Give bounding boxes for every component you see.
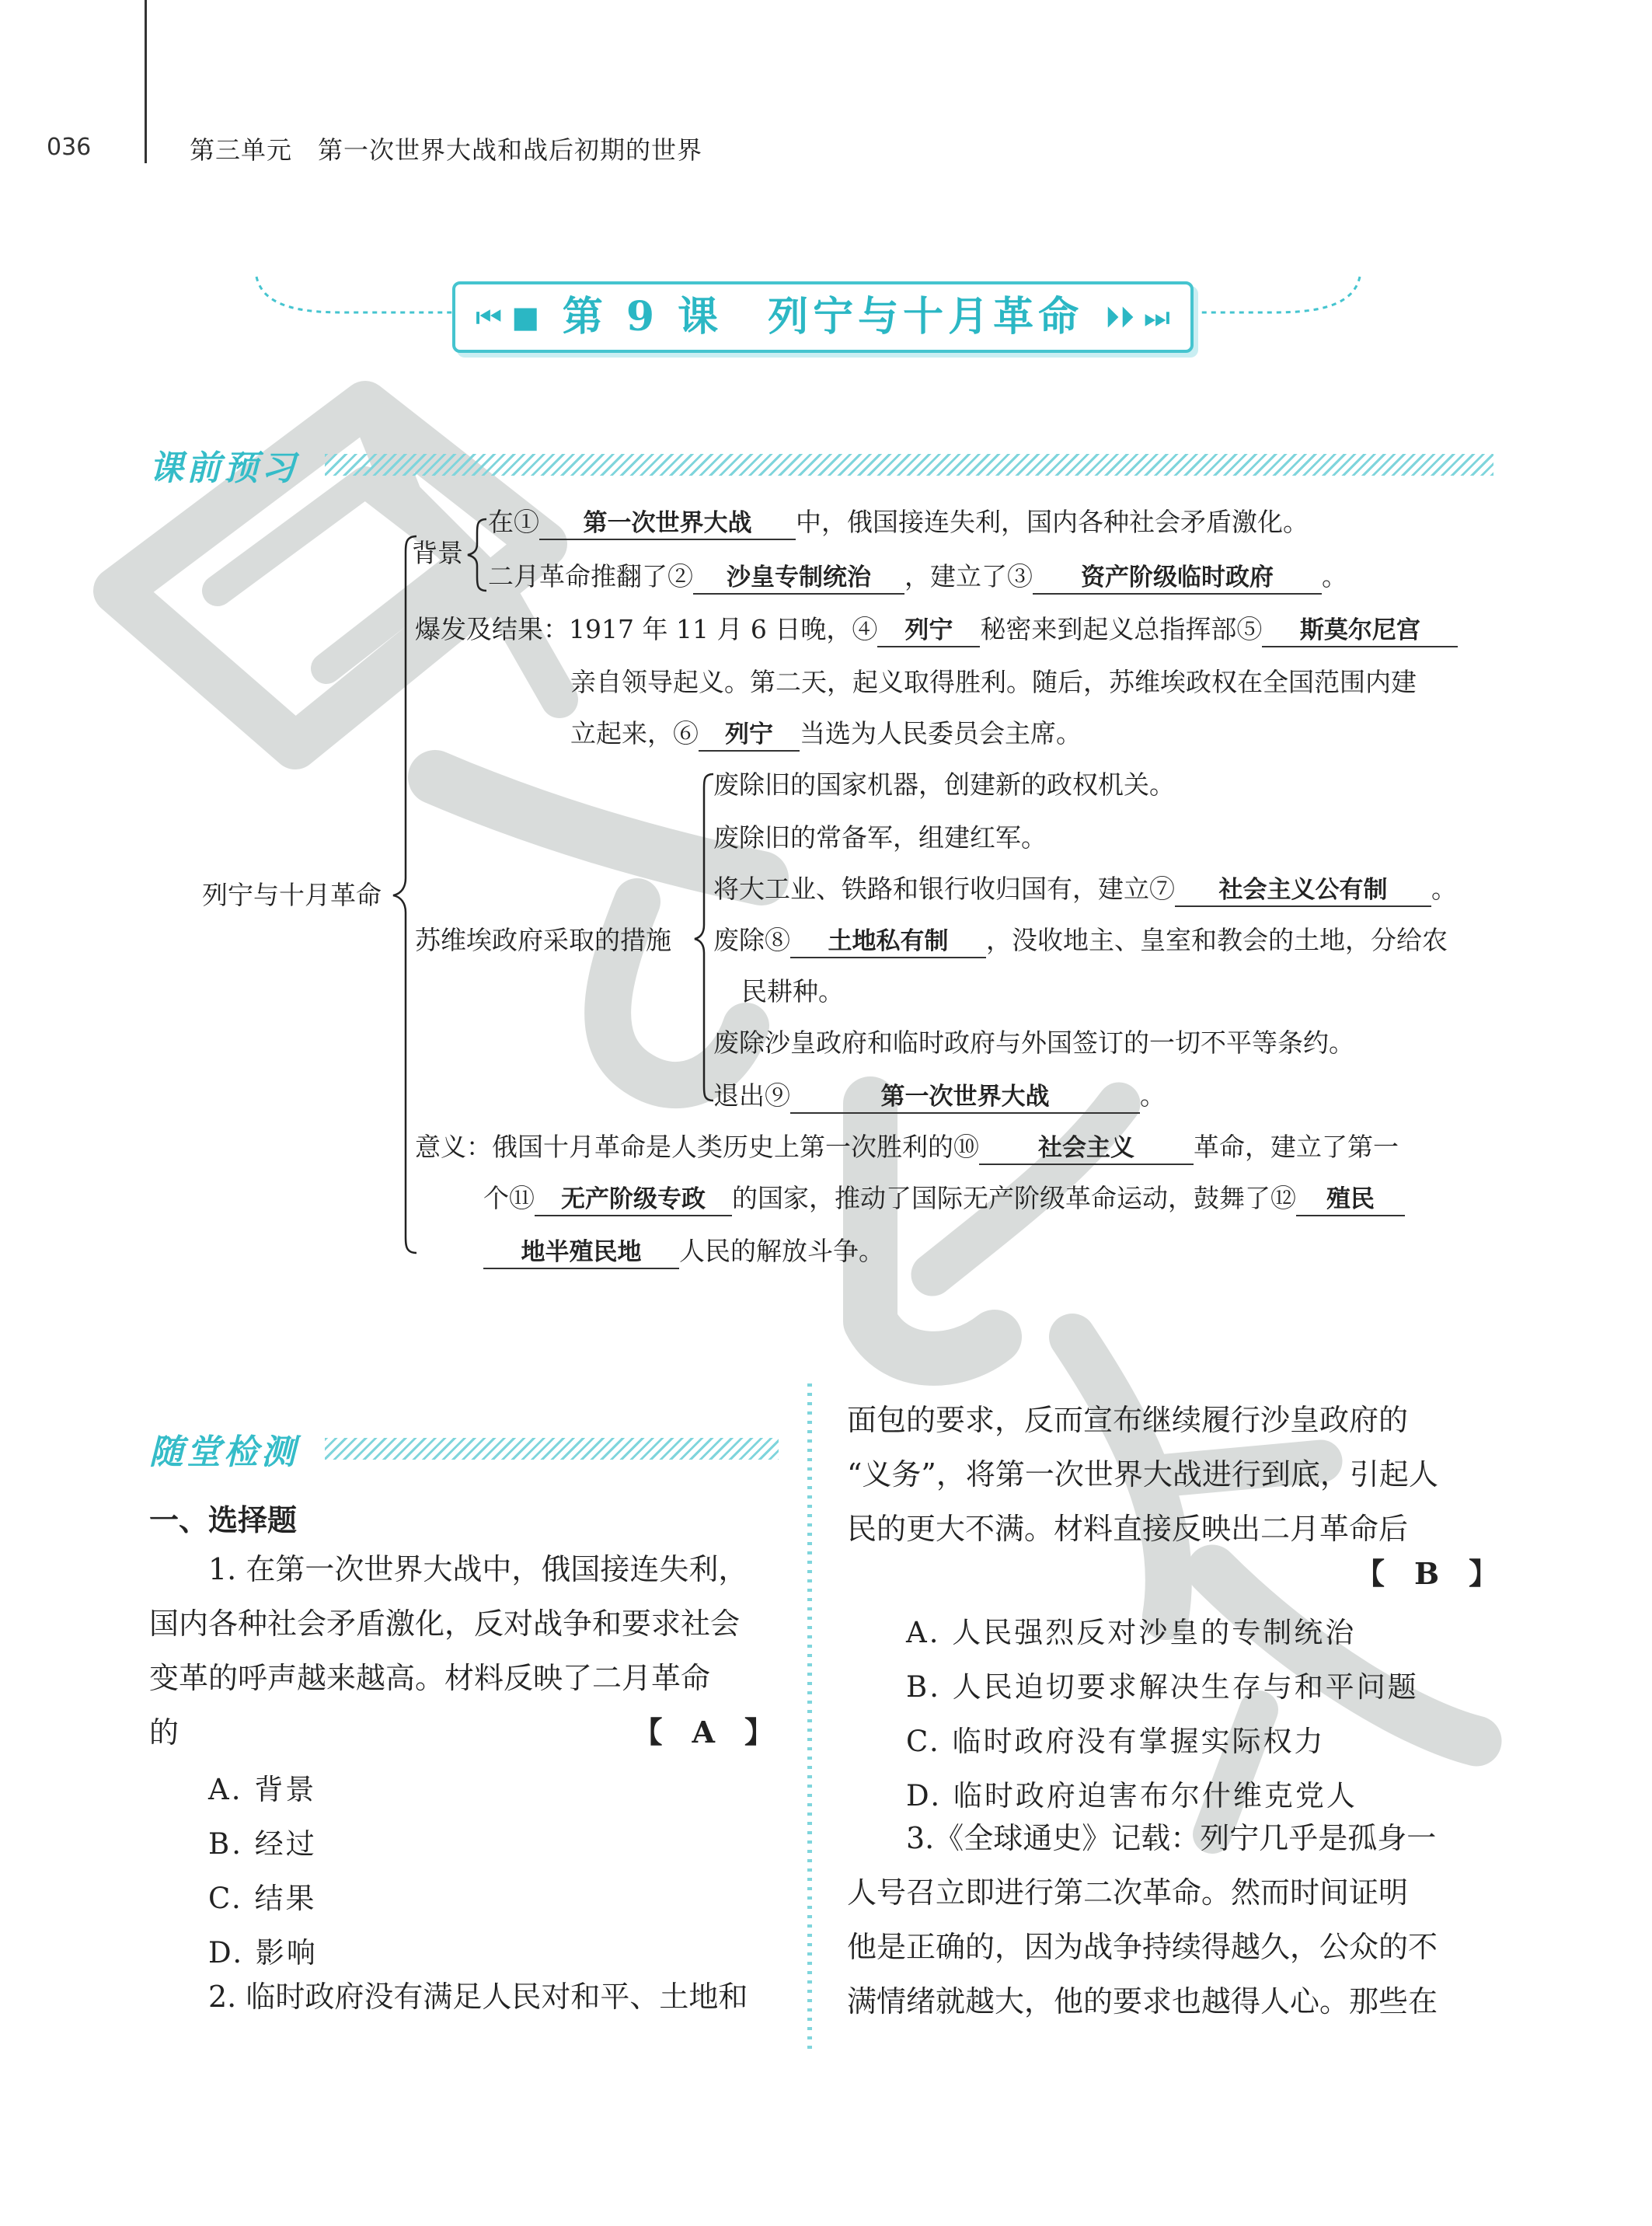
measure-item-2: 废除旧的常备军，组建红军。 bbox=[713, 822, 1047, 853]
skip-back-icon: ⏮ ■ bbox=[476, 300, 540, 334]
q2-option-c[interactable]: C. 临时政府没有掌握实际权力 bbox=[906, 1725, 1326, 1758]
mindmap-root: 列宁与十月革命 bbox=[202, 880, 382, 910]
q3-line-2: 人号召立即进行第二次革命。然而时间证明 bbox=[847, 1875, 1409, 1910]
q2-stem-continued bbox=[847, 1393, 1492, 1556]
q1-answer: 【 A 】 bbox=[633, 1715, 774, 1750]
blank-3: 资产阶级临时政府 bbox=[1033, 562, 1322, 595]
outbreak-line-2: 亲自领导起义。第二天，起义取得胜利。随后，苏维埃政权在全国范围内建 bbox=[570, 667, 1417, 697]
q1-line-3: 变革的呼声越来越高。材料反映了二月革命 bbox=[149, 1661, 711, 1695]
q1-line-4: 的 【 A 】 bbox=[149, 1705, 786, 1760]
q1-option-d[interactable]: D. 影响 bbox=[208, 1936, 318, 1970]
q2-option-a[interactable]: A. 人民强烈反对沙皇的专制统治 bbox=[906, 1616, 1357, 1649]
blank-6: 列宁 bbox=[699, 719, 800, 752]
blank-12b: 地半殖民地 bbox=[483, 1237, 679, 1269]
page-number: 036 bbox=[47, 134, 92, 161]
significance-line-2: 个⑪ 无产阶级专政 的国家，推动了国际无产阶级革命运动，鼓舞了⑫ 殖民 bbox=[483, 1183, 1405, 1216]
significance-line-1: 意义：俄国十月革命是人类历史上第一次胜利的⑩ 社会主义 革命，建立了第一 bbox=[415, 1132, 1399, 1165]
q2-option-b[interactable]: B. 人民迫切要求解决生存与和平问题 bbox=[906, 1670, 1419, 1704]
preview-section-title: 课前预习 bbox=[149, 448, 298, 488]
q3-line-4: 满情绪就越大，他的要求也越得人心。那些在 bbox=[847, 1984, 1438, 2018]
unit-title: 第三单元 第一次世界大战和战后初期的世界 bbox=[190, 135, 703, 165]
choice-part-title: 一、选择题 bbox=[149, 1502, 298, 1537]
q3-stem bbox=[847, 1811, 1492, 2029]
blank-7: 社会主义公有制 bbox=[1175, 874, 1431, 907]
measure-item-4: 废除⑧ 土地私有制 ，没收地主、皇室和教会的土地，分给农 bbox=[713, 925, 1448, 958]
measure-item-3: 将大工业、铁路和银行收归国有，建立⑦ 社会主义公有制 。 bbox=[713, 874, 1457, 907]
q1-option-b[interactable]: B. 经过 bbox=[208, 1827, 317, 1861]
background-line-1: 在① 第一次世界大战 中，俄国接连失利，国内各种社会矛盾激化。 bbox=[488, 507, 1309, 540]
q1-line-1: 1. 在第一次世界大战中，俄国接连失利， bbox=[208, 1552, 748, 1586]
measure-item-6: 退出⑨ 第一次世界大战 。 bbox=[713, 1080, 1166, 1114]
q1-option-c[interactable]: C. 结果 bbox=[208, 1882, 317, 1915]
blank-10: 社会主义 bbox=[979, 1132, 1194, 1165]
blank-12a: 殖民 bbox=[1296, 1184, 1405, 1216]
background-line-2: 二月革命推翻了② 沙皇专制统治 ，建立了③ 资产阶级临时政府 。 bbox=[488, 561, 1347, 595]
q2-answer: 【 B 】 bbox=[1355, 1556, 1499, 1591]
q2-option-d[interactable]: D. 临时政府迫害布尔什维克党人 bbox=[906, 1779, 1357, 1813]
measures-label: 苏维埃政府采取的措施 bbox=[415, 925, 671, 955]
blank-11: 无产阶级专政 bbox=[535, 1184, 732, 1216]
blank-8: 土地私有制 bbox=[790, 926, 986, 958]
measure-item-5: 废除沙皇政府和临时政府与外国签订的一切不平等条约。 bbox=[713, 1028, 1354, 1058]
outbreak-label: 爆发及结果： bbox=[415, 614, 569, 644]
blank-5: 斯莫尔尼宫 bbox=[1262, 615, 1458, 647]
q1-line-2: 国内各种社会矛盾激化，反对战争和要求社会 bbox=[149, 1607, 741, 1641]
blank-4: 列宁 bbox=[877, 615, 980, 647]
blank-9: 第一次世界大战 bbox=[790, 1081, 1140, 1114]
column-divider bbox=[800, 1383, 819, 2052]
q2-line-4: 民的更大不满。材料直接反映出二月革命后 bbox=[847, 1512, 1409, 1546]
outbreak-line-1: 爆发及结果：1917 年 11 月 6 日晚，④ 列宁 秘密来到起义总指挥部⑤ 斯莫尔尼宫 bbox=[415, 614, 1458, 647]
q2-line-1: 2. 临时政府没有满足人民对和平、土地和 bbox=[208, 1980, 748, 2014]
q2-line-2: 面包的要求，反而宣布继续履行沙皇政府的 bbox=[847, 1403, 1409, 1437]
quiz-section-rule bbox=[325, 1438, 779, 1460]
lesson-title: 第 9 课 列宁与十月革命 bbox=[562, 293, 1084, 340]
measure-item-1: 废除旧的国家机器，创建新的政权机关。 bbox=[713, 769, 1175, 800]
significance-line-3: 地半殖民地 人民的解放斗争。 bbox=[483, 1236, 884, 1269]
q1-option-a[interactable]: A. 背景 bbox=[208, 1773, 317, 1806]
significance-label: 意义： bbox=[415, 1132, 492, 1162]
measure-item-4-cont: 民耕种。 bbox=[741, 976, 844, 1007]
blank-1: 第一次世界大战 bbox=[539, 508, 796, 540]
blank-2: 沙皇专制统治 bbox=[693, 562, 904, 595]
q2-line-3: “义务”，将第一次世界大战进行到底，引起人 bbox=[847, 1457, 1438, 1492]
q3-line-3: 他是正确的，因为战争持续得越久，公众的不 bbox=[847, 1930, 1438, 1964]
q3-line-1: 3.《全球通史》记载：列宁几乎是孤身一 bbox=[906, 1821, 1437, 1855]
q1-stem bbox=[149, 1542, 786, 1760]
quiz-section-title: 随堂检测 bbox=[149, 1432, 298, 1472]
background-label: 背景 bbox=[412, 538, 463, 568]
outbreak-line-3: 立起来，⑥ 列宁 当选为人民委员会主席。 bbox=[570, 718, 1082, 752]
skip-forward-icon: ⏵⏵ ⏭ bbox=[1104, 300, 1170, 334]
